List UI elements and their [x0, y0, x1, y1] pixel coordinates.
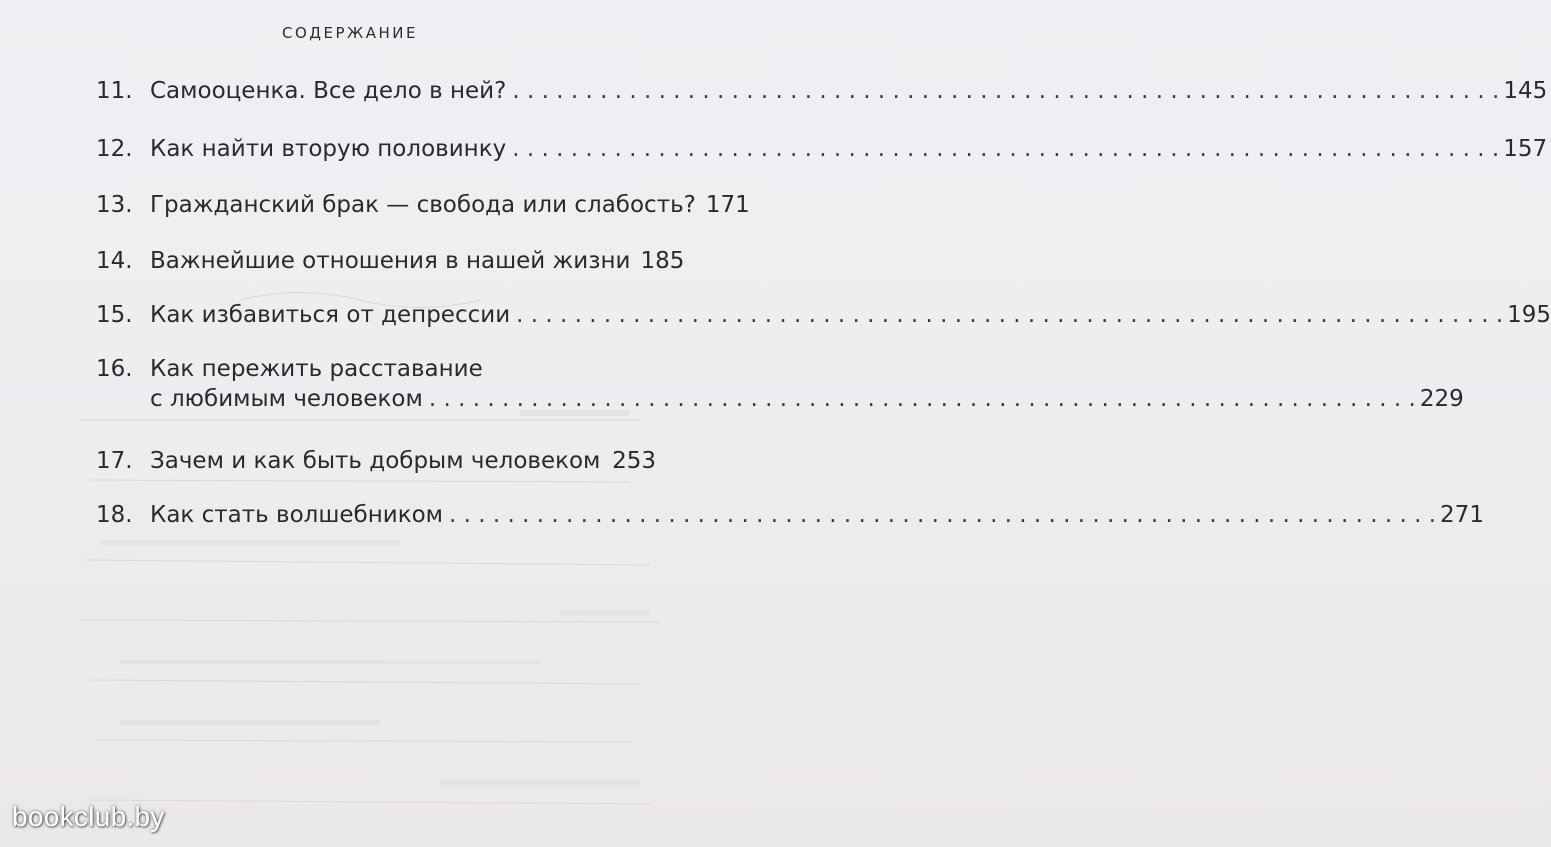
toc-entry	[96, 500, 1484, 530]
chapter-number: 11.	[96, 78, 133, 104]
chapter-number: 15.	[96, 302, 133, 328]
dot-leader	[429, 384, 1416, 414]
page-number: 157	[1503, 136, 1548, 162]
dot-leader	[512, 134, 1499, 164]
toc-entry	[96, 190, 750, 220]
dot-leader	[606, 446, 608, 476]
chapter-number: 16.	[96, 356, 133, 382]
page-number: 195	[1507, 302, 1551, 328]
chapter-title: Как пережить расставание	[150, 356, 483, 382]
dot-leader	[512, 76, 1499, 106]
chapter-number: 12.	[96, 136, 133, 162]
toc-entry	[96, 76, 1548, 106]
chapter-title: Как найти вторую половинку	[150, 136, 507, 162]
chapter-number: 13.	[96, 192, 133, 218]
toc-entry	[96, 354, 1464, 414]
chapter-number: 18.	[96, 502, 133, 528]
bleed-through-texture	[0, 0, 700, 847]
dot-leader	[449, 500, 1436, 530]
page-number: 145	[1503, 78, 1548, 104]
page-header: СОДЕРЖАНИЕ	[282, 24, 418, 42]
page-number: 171	[705, 192, 750, 218]
toc-entry	[96, 134, 1548, 164]
page-number: 253	[612, 448, 656, 474]
chapter-title: Важнейшие отношения в нашей жизни	[150, 248, 631, 274]
chapter-title: Как стать волшебником	[150, 502, 444, 528]
chapter-title: Как избавиться от депрессии	[150, 302, 511, 328]
toc-entry	[96, 446, 656, 476]
chapter-title: Гражданский брак — свобода или слабость?	[150, 192, 696, 218]
dot-leader	[516, 300, 1503, 330]
chapter-number: 14.	[96, 248, 133, 274]
chapter-title-continued: с любимым человеком	[150, 386, 423, 412]
watermark-text: bookclub.by	[12, 801, 165, 832]
chapter-title: Самооценка. Все дело в ней?	[150, 78, 507, 104]
toc-entry	[96, 246, 685, 276]
page-number: 229	[1419, 386, 1464, 412]
chapter-number: 17.	[96, 448, 133, 474]
page-number: 185	[640, 248, 685, 274]
page-number: 271	[1440, 502, 1484, 528]
toc-entry	[96, 300, 1551, 330]
chapter-title: Зачем и как быть добрым человеком	[150, 448, 601, 474]
